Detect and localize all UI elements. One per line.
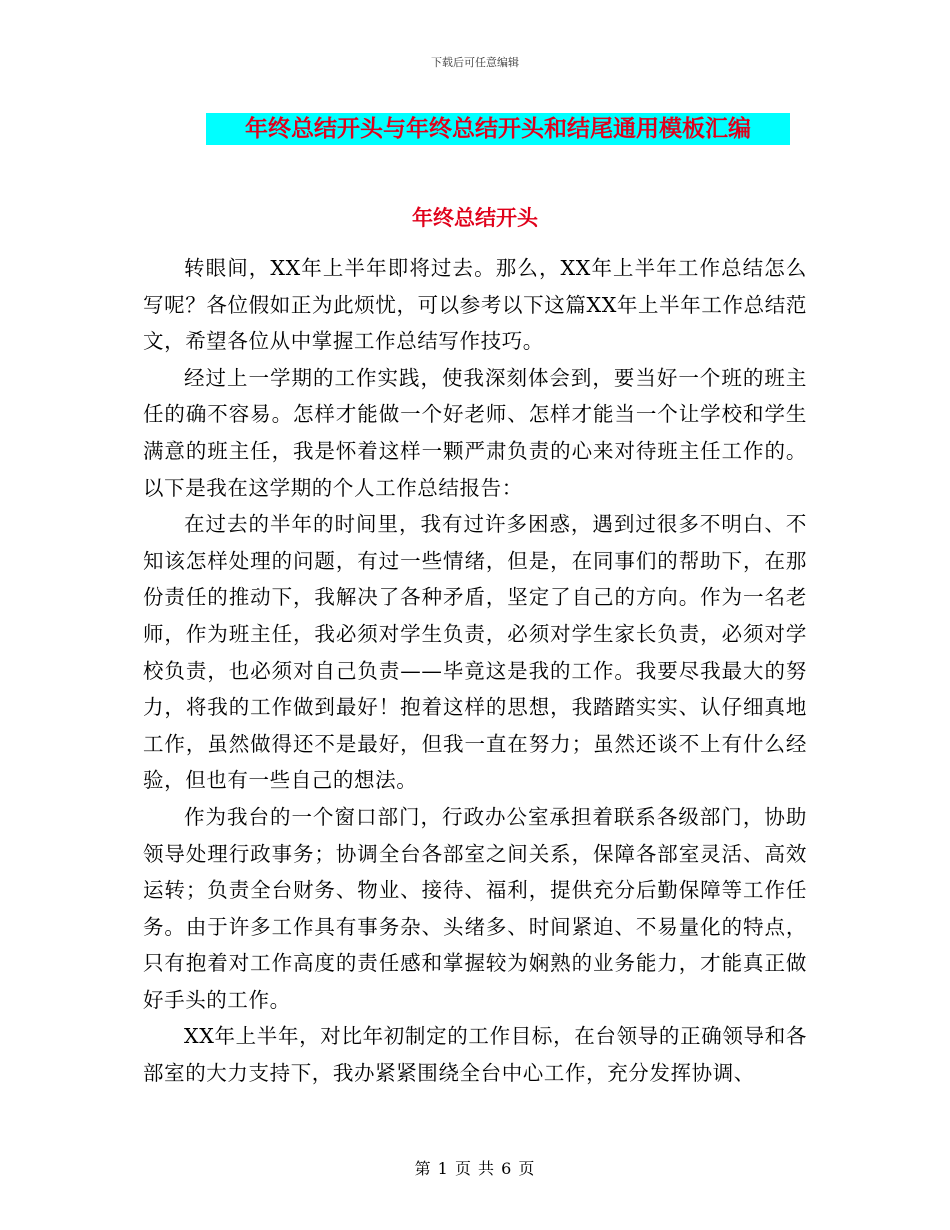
paragraph-1: 转眼间，XX年上半年即将过去。那么，XX年上半年工作总结怎么写呢？各位假如正为此烦忧，可以参考以下这篇XX年上半年工作总结范文，希望各位从中掌握工作总结写作技巧。 — [143, 256, 807, 354]
paragraph-2: 经过上一学期的工作实践，使我深刻体会到，要当好一个班的班主任的确不容易。怎样才能做一个好老师、怎样才能当一个让学校和学生满意的班主任，我是怀着这样一颗严肃负责的心来对待班主任工作的。 以下是我在这学期的个人工作总结报告： — [143, 365, 807, 500]
paragraph-5: XX年上半年，对比年初制定的工作目标，在台领导的正确领导和各部室的大力支持下，我办紧紧围绕全台中心工作，充分发挥协调、 — [143, 1024, 807, 1086]
title-highlight — [206, 113, 790, 145]
body-text — [143, 250, 807, 1092]
document-title: 年终总结开头与年终总结开头和结尾通用模板汇编 — [245, 116, 751, 142]
header-note: 下载后可任意编辑 — [431, 56, 519, 69]
paragraph-3: 在过去的半年的时间里，我有过许多困惑，遇到过很多不明白、不知该怎样处理的问题，有过一些情绪，但是，在同事们的帮助下，在那份责任的推动下，我解决了各种矛盾，坚定了自己的方向。作为一名老师，作为班主任，我必须对学生负责，必须对学生家长负责，必须对学校负责，也必须对自己负责——毕竟这是我的工作。我要尽我最大的努力，将我的工作做到最好！抱着这样的思想，我踏踏实实、认仔细真地工作，虽然做得还不是最好，但我一直在努力；虽然还谈不上有什么经验，但也有一些自己的想法。 — [143, 512, 807, 793]
section-heading: 年终总结开头 — [412, 206, 538, 230]
page-number-footer: 第 1 页 共 6 页 — [414, 1159, 536, 1178]
paragraph-4: 作为我台的一个窗口部门，行政办公室承担着联系各级部门，协助领导处理行政事务；协调全台各部室之间关系，保障各部室灵活、高效运转；负责全台财务、物业、接待、福利，提供充分后勤保障等工作任务。由于许多工作具有事务杂、头绪多、时间紧迫、不易量化的特点，只有抱着对工作高度的责任感和掌握较为娴熟的业务能力，才能真正做好手头的工作。 — [143, 804, 807, 1012]
